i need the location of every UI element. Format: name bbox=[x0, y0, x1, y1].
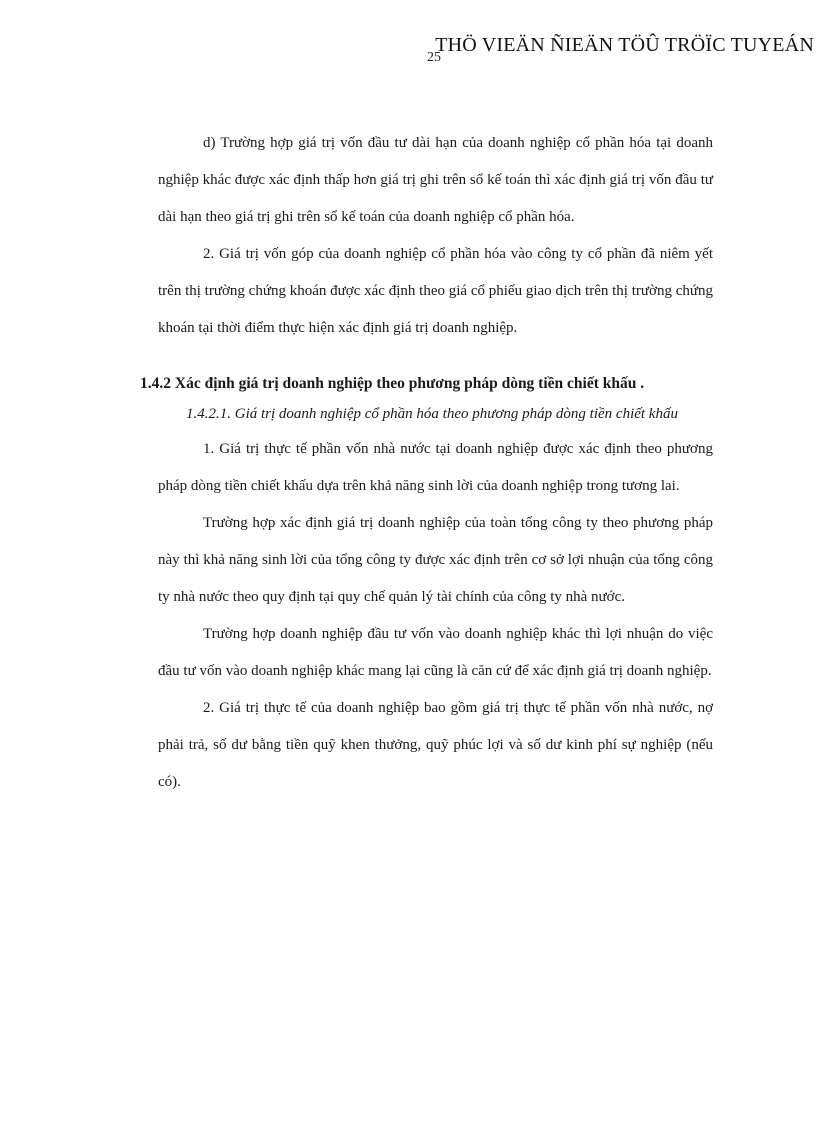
page-number: 25 bbox=[427, 50, 441, 65]
paragraph-dcf-1b: Trường hợp doanh nghiệp đầu tư vốn vào doanh nghiệp khác thì lợi nhuận do việc đầu tư vốn vào doanh nghiệp khác mang lại cũng là căn cứ để xác định giá trị doanh nghiệp. bbox=[158, 626, 713, 679]
section-heading: 1.4.2 Xác định giá trị doanh nghiệp theo phương pháp dòng tiền chiết khấu . bbox=[140, 375, 645, 392]
paragraph-2: 2. Giá trị vốn góp của doanh nghiệp cổ phần hóa vào công ty cổ phần đã niêm yết trên thị trường chứng khoán được xác định theo giá cổ phiếu giao dịch trên thị trường chứng khoán tại thời điểm thực hiện xác định giá trị doanh nghiệp. bbox=[158, 246, 713, 336]
library-header-banner: THÖ VIEÄN ÑIEÄN TÖÛ TRÖÏC TUYEÁN bbox=[435, 34, 814, 56]
subsection-heading: 1.4.2.1. Giá trị doanh nghiệp cổ phần hóa theo phương pháp dòng tiền chiết khấu bbox=[186, 406, 678, 422]
paragraph-d: d) Trường hợp giá trị vốn đầu tư dài hạn của doanh nghiệp cổ phần hóa tại doanh nghiệp khác được xác định thấp hơn giá trị ghi trên sổ kế toán thì xác định giá trị vốn đầu tư dài hạn theo giá trị ghi trên sổ kế toán của doanh nghiệp cổ phần hóa. bbox=[158, 135, 713, 225]
paragraph-dcf-2: 2. Giá trị thực tế của doanh nghiệp bao gồm giá trị thực tế phần vốn nhà nước, nợ phải trả, số dư bằng tiền quỹ khen thưởng, quỹ phúc lợi và số dư kinh phí sự nghiệp (nếu có). bbox=[158, 700, 713, 790]
document-body bbox=[140, 125, 713, 801]
paragraph-dcf-1a: Trường hợp xác định giá trị doanh nghiệp của toàn tổng công ty theo phương pháp này thì khả năng sinh lời của tổng công ty được xác định trên cơ sở lợi nhuận của tổng công ty nhà nước theo quy định tại quy chế quản lý tài chính của công ty nhà nước. bbox=[158, 515, 713, 605]
paragraph-dcf-1: 1. Giá trị thực tế phần vốn nhà nước tại doanh nghiệp được xác định theo phương pháp dòng tiền chiết khấu dựa trên khả năng sinh lời của doanh nghiệp trong tương lai. bbox=[158, 441, 713, 494]
